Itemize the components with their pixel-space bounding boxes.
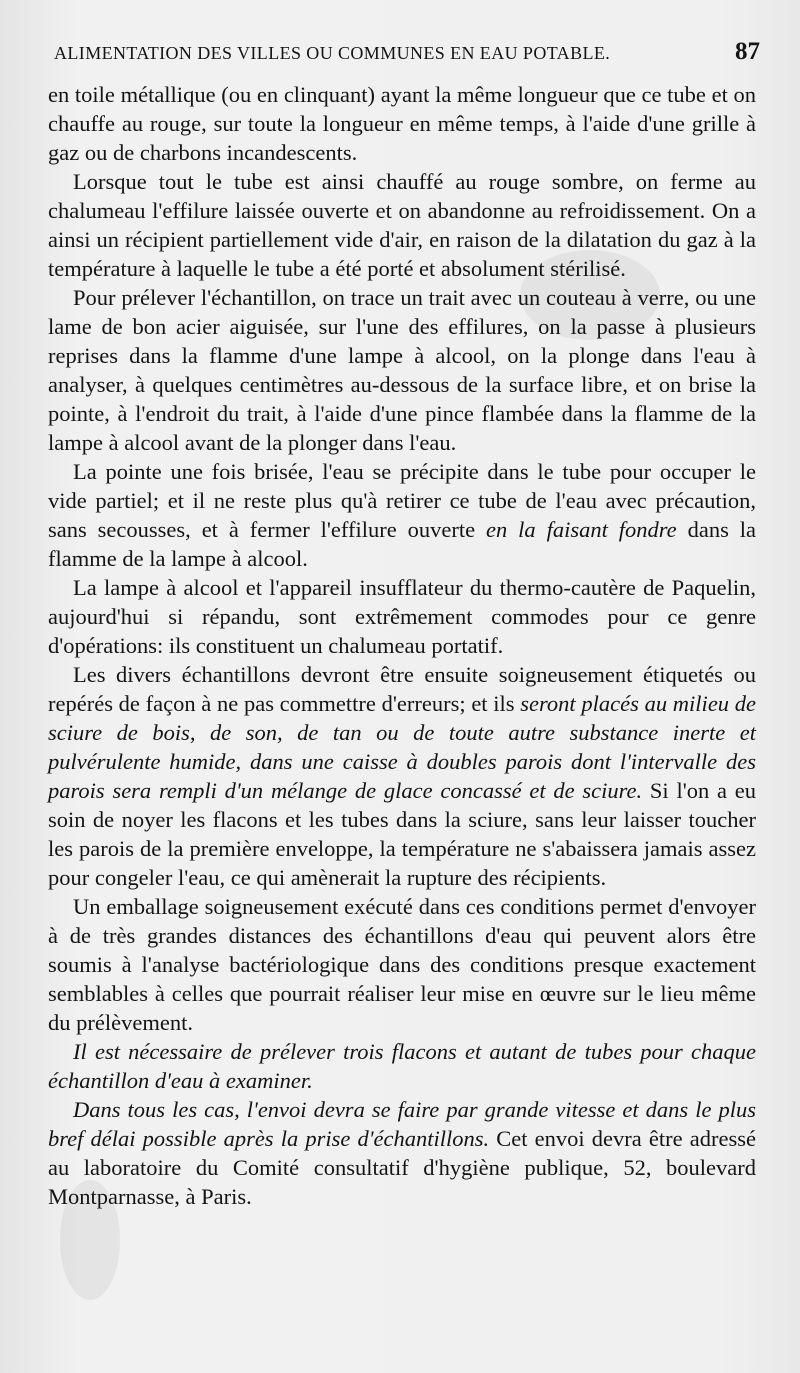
paragraph-continued: en toile métallique (ou en clinquant) ayant la même longueur que ce tube et on chauffe au rouge, sur toute la longueur en même temps, à l'aide d'une grille à gaz ou de charbons incandescents.	[48, 82, 756, 165]
running-head	[54, 38, 760, 78]
paragraph: La lampe à alcool et l'appareil insufflateur du thermo-cautère de Paquelin, aujourd'hui si répandu, sont extrêmement commodes pour ce genre d'opérations: ils constituent un chalumeau portatif.	[48, 575, 756, 658]
paragraph: La pointe une fois brisée, l'eau se précipite dans le tube pour occuper le vide partiel; et il ne reste plus qu'à retirer ce tube de l'eau avec précaution, sans secousses, et à fermer l'effilure ouverte en la faisant fondre dans la flamme de la lampe à alcool.	[48, 459, 756, 571]
body-text	[48, 80, 756, 1211]
italic-phrase: en la faisant fondre	[486, 517, 677, 542]
paragraph-italic	[48, 1037, 756, 1095]
paragraph: Pour prélever l'échantillon, on trace un trait avec un couteau à verre, ou une lame de bon acier aiguisée, sur l'une des effilures, on la passe à plusieurs reprises dans la flamme d'une lampe à alcool, on la plonge dans l'eau à analyser, à quelques centimètres au-dessous de la surface libre, et on brise la pointe, à l'endroit du trait, à l'aide d'une pince flambée dans la flamme de la lampe à alcool avant de la plonger dans l'eau.	[48, 285, 756, 455]
italic-phrase: Il est nécessaire de prélever trois flacons et autant de tubes pour chaque échantillon d'eau à examiner.	[48, 1039, 756, 1093]
paragraph: Lorsque tout le tube est ainsi chauffé au rouge sombre, on ferme au chalumeau l'effilure laissée ouverte et on abandonne au refroidissement. On a ainsi un récipient partiellement vide d'air, en raison de la dilatation du gaz à la température à laquelle le tube a été porté et absolument stérilisé.	[48, 169, 756, 281]
paragraph: Dans tous les cas, l'envoi devra se faire par grande vitesse et dans le plus bref délai possible après la prise d'échantillons. Cet envoi devra être adressé au laboratoire du Comité consultatif d'hygiène publique, 52, boulevard Montparnasse, à Paris.	[48, 1097, 756, 1209]
paragraph: Un emballage soigneusement exécuté dans ces conditions permet d'envoyer à de très grandes distances des échantillons d'eau qui peuvent alors être soumis à l'analyse bactériologique dans des conditions presque exactement semblables à celles que pourrait réaliser leur mise en œuvre sur le lieu même du prélèvement.	[48, 894, 756, 1035]
running-title: ALIMENTATION DES VILLES OU COMMUNES EN EAU POTABLE.	[54, 43, 611, 63]
italic-phrase: Dans tous les cas, l'envoi devra se faire par grande vitesse et dans le plus bref délai possible après la prise d'échantillons.	[48, 1097, 756, 1151]
italic-phrase: seront placés au milieu de sciure de bois, de son, de tan ou de toute autre substance inerte et pulvérulente humide, dans une caisse à doubles parois dont l'intervalle des parois sera rempli d'un mélange de glace concassé et de sciure.	[48, 691, 757, 803]
page-number: 87	[735, 38, 760, 65]
paragraph: Les divers échantillons devront être ensuite soigneusement étiquetés ou repérés de façon à ne pas commettre d'erreurs; et ils seront placés au milieu de sciure de bois, de son, de tan ou de toute autre substance inerte et pulvérulente humide, dans une caisse à doubles parois dont l'intervalle des parois sera rempli d'un mélange de glace concassé et de sciure. Si l'on a eu soin de noyer les flacons et les tubes dans la sciure, sans leur laisser toucher les parois de la première enveloppe, la température ne s'abaissera jamais assez pour congeler l'eau, ce qui amènerait la rupture des récipients.	[48, 662, 757, 890]
